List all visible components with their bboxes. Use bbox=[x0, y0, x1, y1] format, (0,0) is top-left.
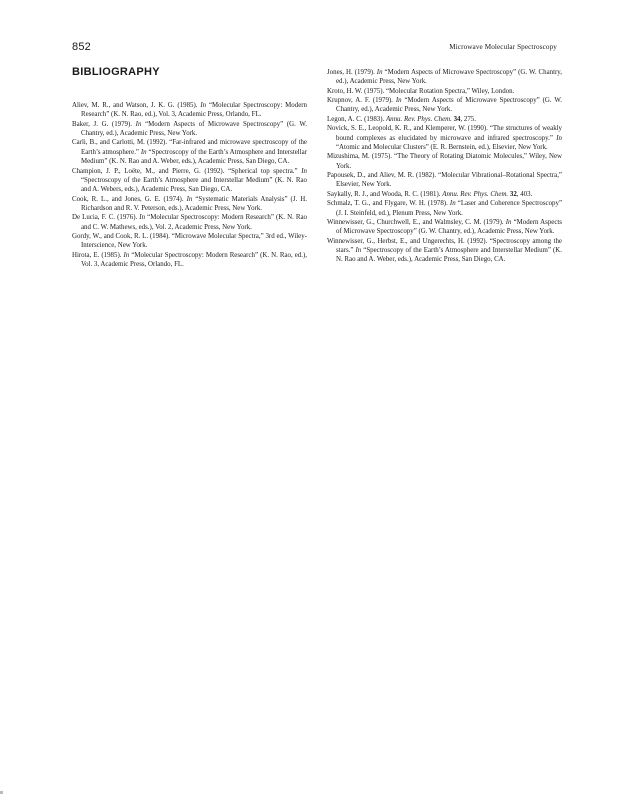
bib-entry-kroto: Kroto, H. W. (1975). “Molecular Rotation Spectra,” Wiley, London. bbox=[327, 87, 515, 95]
page-number: 852 bbox=[72, 41, 91, 53]
bib-entry-jones: Jones, H. (1979). In “Modern Aspects of Microwave Spectroscopy” (G. W. Chantry, ed.), Academic Press, New York. bbox=[327, 69, 562, 86]
bib-entry-hirota: Hirota, E. (1985). In “Molecular Spectroscopy: Modern Research” (K. N. Rao, ed.), Vol. 3, Academic Press, Orlando, FL. bbox=[72, 251, 307, 269]
bib-entry-aliev-watson: Aliev, M. R., and Watson, J. K. G. (1985). In “Molecular Spectroscopy: Modern Research” (K. N. Rao, ed.), Vol. 3, Academic Press, Orlando, FL. bbox=[72, 102, 307, 119]
bib-entry-novick: Novick, S. E., Leopold, K. R., and Klemperer, W. (1990). “The structures of weakly bound complexes as elucidated by microwave and infrared spectroscopy.” In “Atomic and Molecular Clusters” (E. R. Bernstein, ed.), Elsevier, New York. bbox=[327, 125, 562, 151]
bib-entry-mizushima: Mizushima, M. (1975). “The Theory of Rotating Diatomic Molecules,” Wiley, New York. bbox=[327, 153, 562, 170]
bib-entry-papousek: Papousek, D., and Aliev, M. R. (1982). “Molecular Vibrational–Rotational Spectra,” Elsevier, New York. bbox=[327, 172, 562, 189]
bib-entry-cook-jones: Cook, R. L., and Jones, G. E. (1974). In “Systematic Materials Analysis” (J. H. Richardson and R. V. Peterson, eds.), Academic Press, New York. bbox=[72, 195, 307, 212]
bib-entry-legon: Legon, A. C. (1983). Annu. Rev. Phys. Chem. 34, 275. bbox=[327, 115, 476, 123]
bib-entry-de-lucia: De Lucia, F. C. (1976). In “Molecular Spectroscopy: Modern Research” (K. N. Rao and C. W. Mathews, eds.), Vol. 2, Academic Press, New York. bbox=[72, 214, 307, 231]
bib-entry-champion: Champion, J. P., Loëte, M., and Pierre, G. (1992). “Spherical top spectra.” In “Spectroscopy of the Earth’s Atmosphere and Interstellar Medium” (K. N. Rao and A. Webers, eds.), Academic Press, San Diego, CA. bbox=[72, 167, 307, 194]
bib-entry-carli-carlotti: Carli, B., and Carlotti, M. (1992). “Far-infrared and microwave spectroscopy of the Earth’s atmosphere.” In “Spectroscopy of the Earth’s Atmosphere and Interstellar Medium” (K. N. Rao and A. Weber, eds.), Academic Press, San Diego, CA. bbox=[72, 139, 307, 166]
bib-entry-schmalz: Schmalz, T. G., and Flygare, W. H. (1978). In “Laser and Coherence Spectroscopy” (J. I. Steinfeld, ed.), Plenum Press, New York. bbox=[327, 200, 563, 217]
section-title: BIBLIOGRAPHY bbox=[72, 66, 160, 78]
bibliography-right-column bbox=[327, 68, 562, 265]
running-head: Microwave Molecular Spectroscopy bbox=[449, 43, 557, 51]
bib-entry-krupnov: Krupnov, A. F. (1979). In “Modern Aspects of Microwave Spectroscopy” (G. W. Chantry, ed.), Academic Press, New York. bbox=[327, 97, 563, 114]
bibliography-left-column bbox=[72, 101, 307, 269]
bib-entry-gordy-cook: Gordy, W., and Cook, R. L. (1984). “Microwave Molecular Spectra,” 3rd ed., Wiley-Interscience, New York. bbox=[72, 233, 307, 250]
scan-corner-mark bbox=[0, 791, 3, 794]
bib-entry-saykally: Saykally, R. J., and Wooda, R. C. (1981). Annu. Rev. Phys. Chem. 32, 403. bbox=[327, 190, 533, 198]
bib-entry-winnewisser-churchwell: Winnewisser, G., Churchwell, E., and Walmsley, C. M. (1979). In “Modern Aspects of Microwave Spectroscopy” (G. W. Chantry, ed.), Academic Press, New York. bbox=[327, 219, 562, 236]
bib-entry-baker: Baker, J. G. (1979). In “Modern Aspects of Microwave Spectroscopy” (G. W. Chantry, ed.), Academic Press, New York. bbox=[72, 120, 307, 138]
bib-entry-winnewisser-herbst: Winnewisser, G., Herbst, E., and Ungerechts, H. (1992). “Spectroscopy among the stars.” In “Spectroscopy of the Earth’s Atmosphere and Interstellar Medium” (K. N. Rao and A. Weber, eds.), Academic Press, San Diego, CA. bbox=[327, 237, 562, 264]
